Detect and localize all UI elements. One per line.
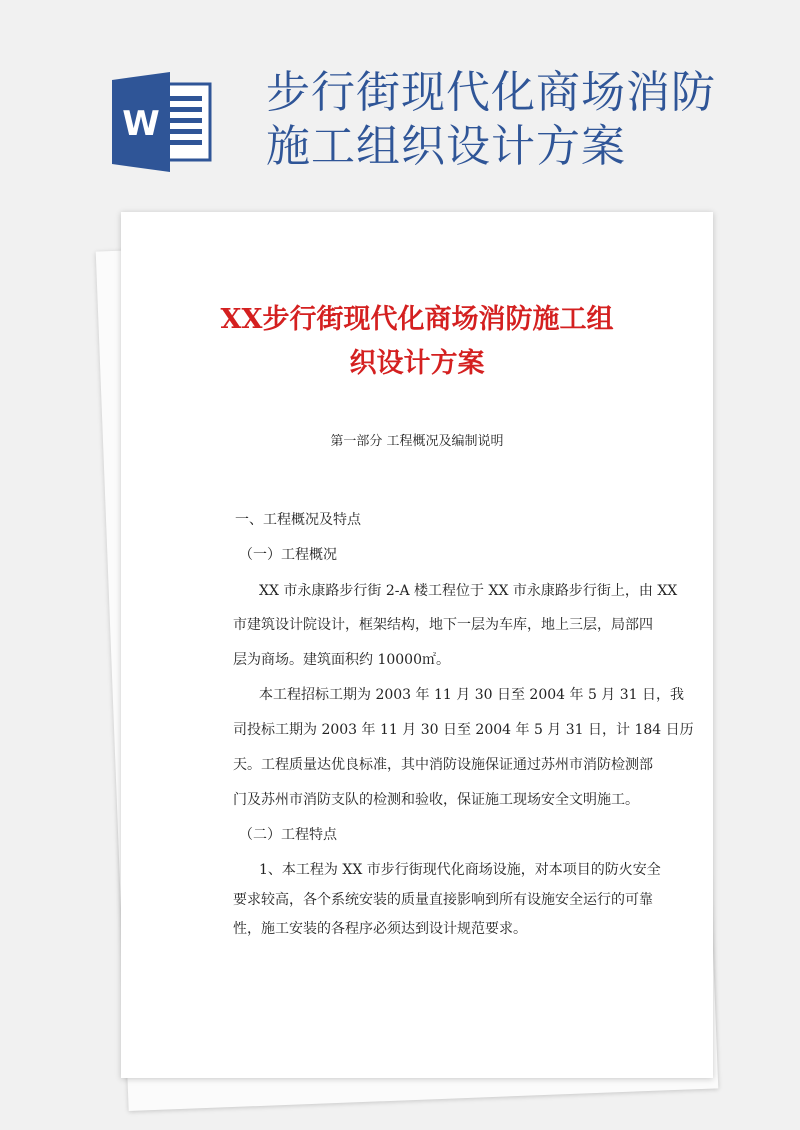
- document-title-line: XX步行街现代化商场消防施工组: [220, 304, 614, 335]
- heading-1: 一、工程概况及特点: [235, 512, 361, 528]
- header-title: [266, 66, 716, 174]
- paragraph-line: 司投标工期为 2003 年 11 月 30 日至 2004 年 5 月 31 日，计 184 日历: [233, 722, 694, 738]
- paragraph-line: 性，施工安装的各程序必须达到设计规范要求。: [233, 921, 527, 937]
- paragraph-line: 门及苏州市消防支队的检测和验收，保证施工现场安全文明施工。: [233, 792, 639, 808]
- paragraph-line: 1、本工程为 XX 市步行街现代化商场设施，对本项目的防火安全: [259, 862, 661, 878]
- word-icon-letter: W: [122, 104, 160, 144]
- header-title-line: 施工组织设计方案: [266, 121, 626, 172]
- document-title-line: 织设计方案: [349, 348, 485, 379]
- paragraph-line: 天。工程质量达优良标准，其中消防设施保证通过苏州市消防检测部: [233, 757, 653, 773]
- document-page: [121, 212, 713, 1078]
- paragraph-line: XX 市永康路步行街 2-A 楼工程位于 XX 市永康路步行街上，由 XX: [259, 583, 678, 599]
- document-title: [121, 298, 713, 386]
- section-heading: 第一部分 工程概况及编制说明: [330, 434, 504, 449]
- paragraph-line: 市建筑设计院设计，框架结构，地下一层为车库，地上三层，局部四: [233, 617, 653, 633]
- subheading: （二）工程特点: [239, 827, 337, 843]
- paragraph-line: 要求较高，各个系统安装的质量直接影响到所有设施安全运行的可靠: [233, 892, 653, 908]
- paragraph-line: 层为商场。建筑面积约 10000㎡。: [233, 652, 450, 668]
- paragraph-line: 本工程招标工期为 2003 年 11 月 30 日至 2004 年 5 月 31 日，我: [259, 687, 685, 703]
- word-icon: [112, 72, 212, 172]
- header-title-line: 步行街现代化商场消防: [266, 67, 716, 118]
- subheading: （一）工程概况: [239, 547, 337, 563]
